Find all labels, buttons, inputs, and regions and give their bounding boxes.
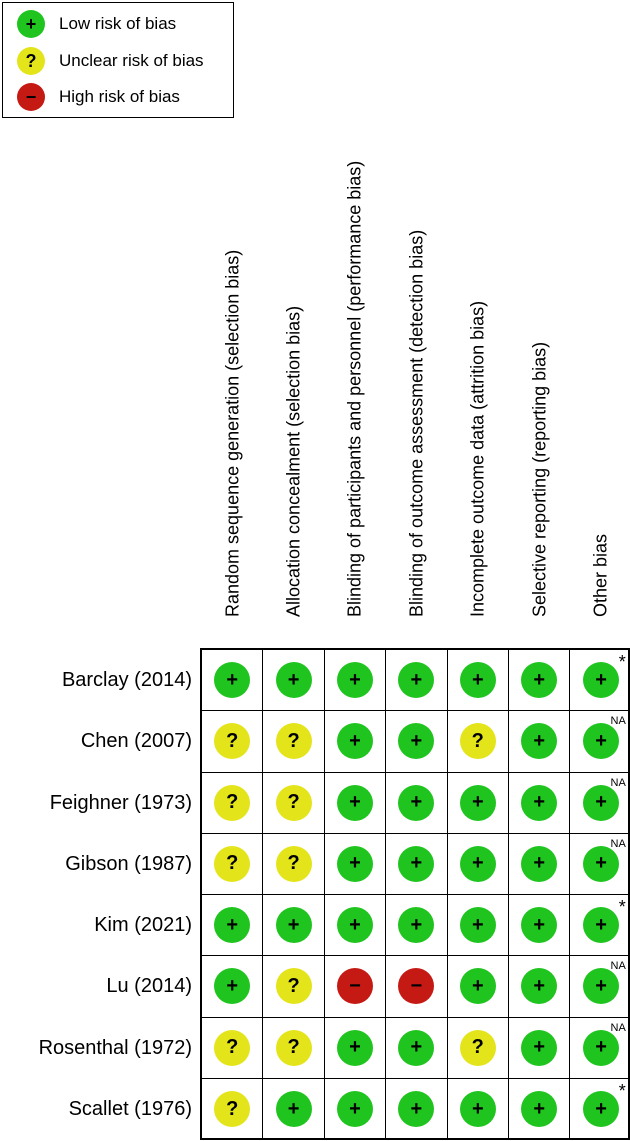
grid-cell: [202, 1018, 263, 1079]
grid-cell: [448, 711, 509, 772]
legend-item-unclear: [17, 46, 204, 76]
low-risk-icon: +: [337, 846, 373, 882]
grid-cell: [509, 834, 570, 895]
low-risk-icon: +: [460, 1091, 496, 1127]
legend-item-low: [17, 9, 176, 39]
low-risk-icon: +: [521, 662, 557, 698]
low-risk-icon: +: [583, 907, 619, 943]
study-label: Kim (2021): [94, 914, 192, 936]
low-risk-icon: +: [521, 723, 557, 759]
grid-cell: [386, 650, 447, 711]
unclear-risk-icon: ?: [276, 846, 312, 882]
study-label: Scallet (1976): [68, 1097, 192, 1120]
unclear-risk-icon: ?: [214, 723, 250, 759]
grid-cell: [263, 834, 324, 895]
study-label: Rosenthal (1972): [38, 1036, 192, 1059]
low-risk-icon: +: [460, 662, 496, 698]
study-label: Gibson (1987): [65, 852, 192, 875]
grid-cell: [448, 1018, 509, 1079]
other-bias-note: *: [618, 1080, 626, 1101]
low-risk-icon: +: [214, 662, 250, 698]
grid-cell: [202, 711, 263, 772]
unclear-risk-icon: ?: [214, 1091, 250, 1127]
high-risk-icon: −: [17, 83, 45, 111]
grid-cell: [509, 1018, 570, 1079]
grid-cell: [509, 1079, 570, 1140]
low-risk-icon: +: [398, 785, 434, 821]
low-risk-icon: +: [398, 1091, 434, 1127]
grid-cell: [570, 1018, 630, 1079]
unclear-risk-icon: ?: [276, 785, 312, 821]
column-header: [202, 0, 263, 642]
low-risk-icon: +: [460, 907, 496, 943]
grid-cell: [386, 956, 447, 1017]
low-risk-icon: +: [583, 662, 619, 698]
column-header: [509, 0, 570, 642]
other-bias-note: NA: [610, 715, 626, 728]
grid-cell: [570, 834, 630, 895]
grid-cell: [570, 895, 630, 956]
low-risk-icon: +: [337, 907, 373, 943]
low-risk-icon: +: [521, 907, 557, 943]
grid-cell: [325, 834, 386, 895]
column-header: [325, 0, 386, 642]
grid-cell: [386, 773, 447, 834]
low-risk-icon: +: [398, 907, 434, 943]
low-risk-icon: +: [583, 846, 619, 882]
grid-cell: [263, 956, 324, 1017]
low-risk-icon: +: [583, 968, 619, 1004]
column-header: [263, 0, 324, 642]
low-risk-icon: +: [398, 662, 434, 698]
grid-cell: [263, 711, 324, 772]
grid-cell: [570, 773, 630, 834]
low-risk-icon: +: [276, 662, 312, 698]
column-header: [386, 0, 447, 642]
grid-cell: [448, 773, 509, 834]
unclear-risk-icon: ?: [460, 1030, 496, 1066]
legend: [2, 2, 234, 118]
legend-label-high: High risk of bias: [59, 87, 180, 106]
study-label: Barclay (2014): [61, 669, 192, 691]
grid-cell: [263, 773, 324, 834]
grid-cell: [325, 1018, 386, 1079]
column-header-label: Blinding of participants and personnel (performance bias): [344, 160, 365, 617]
unclear-risk-icon: ?: [214, 846, 250, 882]
column-header-label: Random sequence generation (selection bias): [222, 249, 243, 617]
column-header-label: Incomplete outcome data (attrition bias): [467, 300, 488, 617]
grid-cell: [448, 1079, 509, 1140]
low-risk-icon: +: [17, 10, 45, 38]
legend-label-unclear: Unclear risk of bias: [59, 51, 204, 70]
low-risk-icon: +: [460, 846, 496, 882]
low-risk-icon: +: [398, 723, 434, 759]
low-risk-icon: +: [521, 846, 557, 882]
grid-cell: [325, 711, 386, 772]
low-risk-icon: +: [521, 785, 557, 821]
grid-cell: [570, 650, 630, 711]
other-bias-note: NA: [610, 837, 626, 850]
grid-cell: [386, 711, 447, 772]
low-risk-icon: +: [583, 785, 619, 821]
low-risk-icon: +: [521, 968, 557, 1004]
low-risk-icon: +: [214, 968, 250, 1004]
low-risk-icon: +: [276, 1091, 312, 1127]
grid-cell: [202, 1079, 263, 1140]
grid-cell: [325, 956, 386, 1017]
column-header-label: Other bias: [590, 533, 611, 617]
low-risk-icon: +: [583, 1030, 619, 1066]
low-risk-icon: +: [583, 723, 619, 759]
unclear-risk-icon: ?: [276, 723, 312, 759]
unclear-risk-icon: ?: [17, 47, 45, 75]
grid-cell: [325, 1079, 386, 1140]
grid-cell: [570, 1079, 630, 1140]
column-header: [448, 0, 509, 642]
grid-cell: [509, 650, 570, 711]
grid-cell: [325, 895, 386, 956]
other-bias-note: *: [618, 897, 626, 917]
unclear-risk-icon: ?: [214, 1030, 250, 1066]
grid-cell: [509, 895, 570, 956]
low-risk-icon: +: [337, 723, 373, 759]
other-bias-note: NA: [610, 776, 626, 789]
low-risk-icon: +: [337, 1030, 373, 1066]
unclear-risk-icon: ?: [276, 1030, 312, 1066]
low-risk-icon: +: [337, 785, 373, 821]
grid-cell: [263, 895, 324, 956]
grid-cell: [509, 956, 570, 1017]
unclear-risk-icon: ?: [214, 785, 250, 821]
grid-cell: [263, 1018, 324, 1079]
other-bias-note: NA: [610, 1021, 626, 1034]
grid-cell: [386, 895, 447, 956]
grid-cell: [263, 650, 324, 711]
unclear-risk-icon: ?: [460, 723, 496, 759]
low-risk-icon: +: [583, 1091, 619, 1127]
grid-cell: [325, 773, 386, 834]
risk-of-bias-grid: [200, 648, 630, 1140]
low-risk-icon: +: [214, 907, 250, 943]
legend-label-low: Low risk of bias: [59, 14, 177, 33]
grid-cell: [202, 895, 263, 956]
low-risk-icon: +: [337, 1091, 373, 1127]
high-risk-icon: −: [398, 968, 434, 1004]
grid-cell: [202, 773, 263, 834]
legend-item-high: [17, 82, 180, 112]
other-bias-note: NA: [610, 960, 626, 973]
other-bias-note: *: [618, 652, 626, 672]
column-header-label: Selective reporting (reporting bias): [529, 341, 550, 617]
grid-cell: [386, 1079, 447, 1140]
low-risk-icon: +: [337, 662, 373, 698]
low-risk-icon: +: [460, 968, 496, 1004]
grid-cell: [325, 650, 386, 711]
grid-cell: [448, 834, 509, 895]
low-risk-icon: +: [398, 1030, 434, 1066]
column-header-label: Allocation concealment (selection bias): [283, 305, 304, 617]
grid-cell: [202, 834, 263, 895]
column-header: [570, 0, 630, 642]
low-risk-icon: +: [398, 846, 434, 882]
grid-cell: [386, 834, 447, 895]
grid-cell: [570, 711, 630, 772]
grid-cell: [448, 956, 509, 1017]
grid-cell: [448, 650, 509, 711]
grid-cell: [448, 895, 509, 956]
unclear-risk-icon: ?: [276, 968, 312, 1004]
grid-cell: [570, 956, 630, 1017]
grid-cell: [386, 1018, 447, 1079]
column-header-label: Blinding of outcome assessment (detection bias): [406, 229, 427, 617]
grid-cell: [202, 650, 263, 711]
grid-cell: [509, 711, 570, 772]
low-risk-icon: +: [521, 1030, 557, 1066]
grid-cell: [509, 773, 570, 834]
grid-cell: [263, 1079, 324, 1140]
high-risk-icon: −: [337, 968, 373, 1004]
low-risk-icon: +: [276, 907, 312, 943]
study-label: Lu (2014): [106, 975, 192, 998]
study-label: Chen (2007): [80, 730, 192, 753]
low-risk-icon: +: [460, 785, 496, 821]
low-risk-icon: +: [521, 1091, 557, 1127]
study-label: Feighner (1973): [49, 791, 192, 814]
grid-cell: [202, 956, 263, 1017]
